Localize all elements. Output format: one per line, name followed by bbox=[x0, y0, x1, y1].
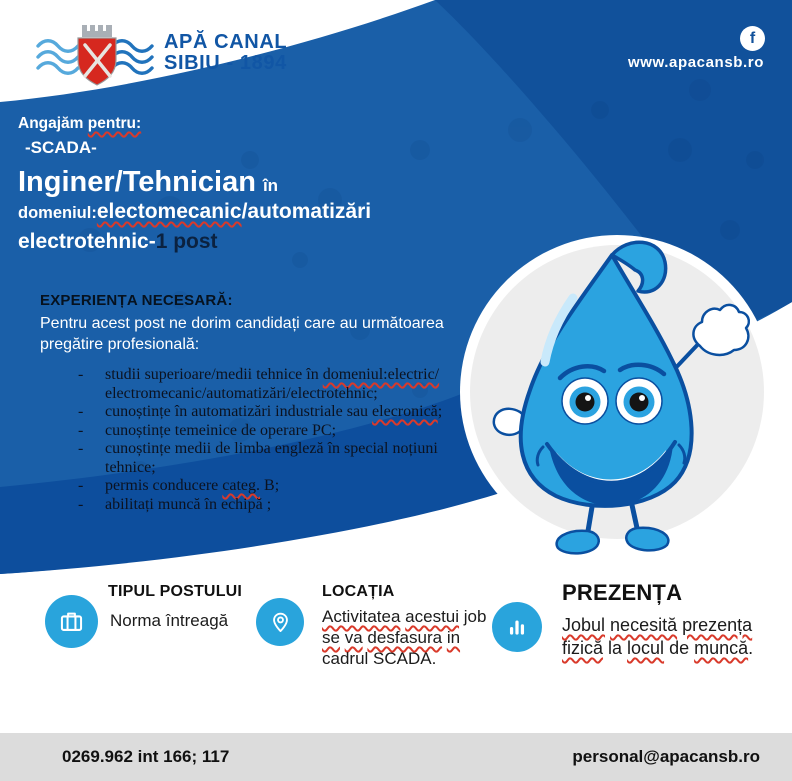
hiring-for-label: Angajăm pentru: bbox=[18, 115, 142, 132]
website-link[interactable]: www.apacansb.ro bbox=[628, 54, 764, 71]
experience-heading: EXPERIENȚA NECESARĂ: bbox=[40, 292, 233, 309]
brand-name bbox=[164, 32, 287, 74]
bar-chart-icon bbox=[504, 614, 530, 640]
presence-text: Jobul necesită prezența fizică la locul de muncă. bbox=[562, 615, 754, 658]
requirement-item: - studii superioare/medii tehnice în domeniul:electric/ electromecanic/automatizări/electrotehnic; bbox=[78, 366, 440, 402]
brand-name-line1: APĂ CANAL bbox=[164, 31, 288, 53]
coat-of-arms-icon bbox=[36, 14, 154, 92]
brand-name-line2: SIBIU - 1894 bbox=[164, 52, 287, 74]
hiring-intro bbox=[18, 115, 141, 158]
wave-right-icon bbox=[112, 41, 152, 74]
experience-intro: Pentru acest post ne dorim candidați care au următoarea pregătire profesională: bbox=[40, 315, 444, 353]
requirement-item: - cunoștințe în automatizări industriale sau elecronică; bbox=[78, 403, 443, 420]
job-type-text: Norma întreagă bbox=[110, 611, 229, 630]
location-icon-circle bbox=[256, 598, 304, 646]
location-heading: LOCAȚIA bbox=[322, 583, 395, 600]
requirements-list bbox=[78, 366, 470, 514]
presence-heading: PREZENȚA bbox=[562, 580, 683, 605]
briefcase-icon bbox=[58, 608, 85, 635]
location-text: Activitatea acestui job se va desfasura in cadrul SCADA. bbox=[322, 607, 487, 668]
job-type-icon-circle bbox=[45, 595, 98, 648]
crown-icon bbox=[82, 25, 112, 37]
requirement-item: - cunoștințe medii de limba engleză în special noțiuni tehnice; bbox=[78, 440, 438, 476]
requirement-item: - cunoștințe temeinice de operare PC; bbox=[78, 421, 337, 439]
presence-icon-circle bbox=[492, 602, 542, 652]
job-type-heading: TIPUL POSTULUI bbox=[108, 583, 243, 600]
email-link[interactable]: personal@apacansb.ro bbox=[572, 747, 760, 766]
brand-logo bbox=[36, 14, 287, 92]
job-title-line2: domeniul:electomecanic/automatizări bbox=[18, 200, 372, 223]
job-title-line3: electrotehnic-1 post bbox=[18, 230, 218, 253]
job-title-line1: Inginer/Tehnician în bbox=[18, 166, 279, 198]
job-title bbox=[18, 166, 371, 254]
location-pin-icon bbox=[268, 610, 293, 635]
requirement-item: - permis conducere categ. B; bbox=[78, 477, 280, 494]
department-label: -SCADA- bbox=[25, 138, 97, 157]
phone-number: 0269.962 int 166; 117 bbox=[62, 747, 230, 766]
facebook-icon[interactable] bbox=[740, 26, 765, 51]
requirement-item: - abilitați muncă în echipă ; bbox=[78, 495, 272, 513]
facebook-letter: f bbox=[749, 29, 756, 47]
wave-left-icon bbox=[38, 41, 78, 74]
